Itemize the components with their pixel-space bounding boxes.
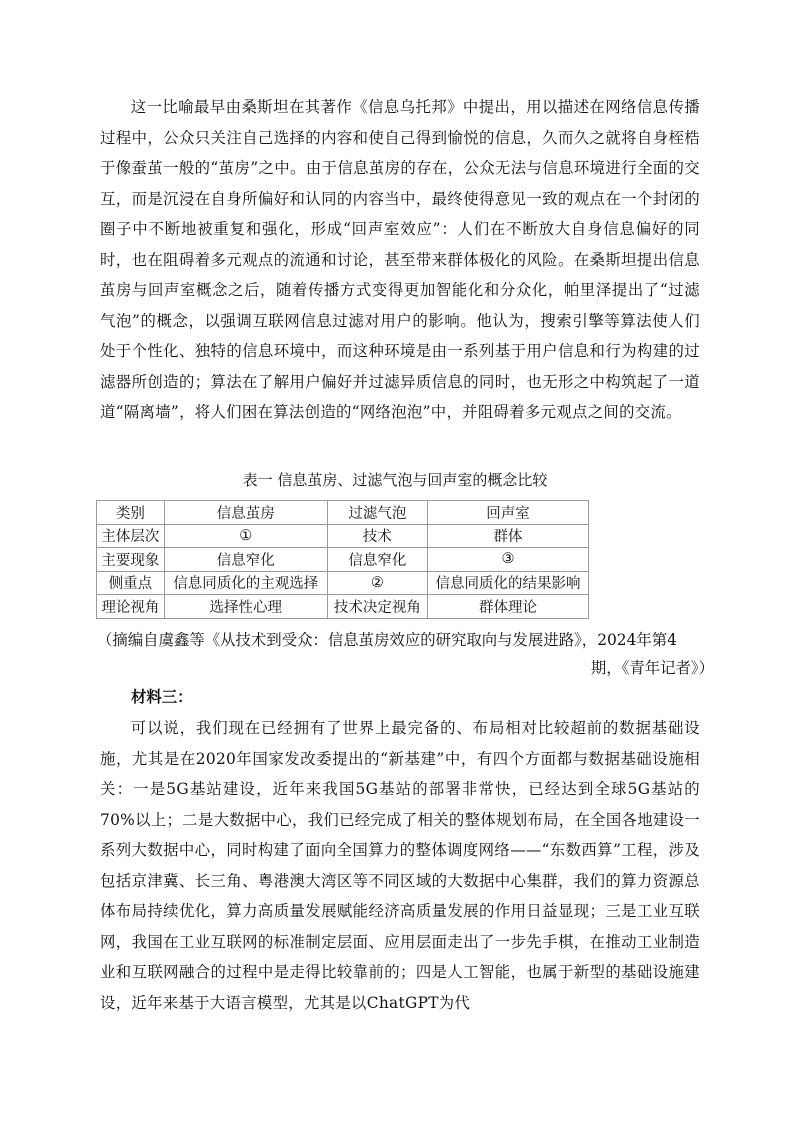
source-citation-end: 期，《青年记者》） <box>590 659 714 677</box>
table-cell: 过滤气泡 <box>327 501 427 525</box>
table-cell: 类别 <box>97 501 165 525</box>
table-cell: 回声室 <box>428 501 589 525</box>
material-heading: 材料三： <box>131 688 193 706</box>
concept-comparison-table <box>96 500 589 619</box>
table-row <box>97 524 589 548</box>
table-row <box>97 548 589 572</box>
table-cell: 信息同质化的结果影响 <box>428 571 589 595</box>
table-cell: 侧重点 <box>97 571 165 595</box>
table-cell: 信息同质化的主观选择 <box>164 571 327 595</box>
table-cell: 主体层次 <box>97 524 165 548</box>
table-cell: ② <box>327 571 427 595</box>
table-cell: 技术决定视角 <box>327 595 427 619</box>
table-caption: 表一 信息茧房、过滤气泡与回声室的概念比较 <box>242 471 548 489</box>
table-cell: ① <box>164 524 327 548</box>
table-cell: 理论视角 <box>97 595 165 619</box>
table-cell: 选择性心理 <box>164 595 327 619</box>
table-cell: 信息茧房 <box>164 501 327 525</box>
table-cell: 群体理论 <box>428 595 589 619</box>
table-cell: ③ <box>428 548 589 572</box>
table-row <box>97 595 589 619</box>
table-cell: 信息窄化 <box>327 548 427 572</box>
table-row <box>97 571 589 595</box>
table-row <box>97 501 589 525</box>
body-paragraph-1: 这一比喻最早由桑斯坦在其著作《信息乌托邦》中提出，用以描述在网络信息传播过程中，公众只关注自己选择的内容和使自己得到愉悦的信息，久而久之就将自身桎梏于像蚕茧一般的“茧房”之中。由于信息茧房的存在，公众无法与信息环境进行全面的交互，而是沉浸在自身所偏好和认同的内容当中，最终使得意见一致的观点在一个封闭的圈子中不断地被重复和强化，形成“回声室效应”：人们在不断放大自身信息偏好的同时，也在阻碍着多元观点的流通和讨论，甚至带来群体极化的风险。在桑斯坦提出信息茧房与回声室概念之后，随着传播方式变得更加智能化和分众化，帕里泽提出了“过滤气泡”的概念，以强调互联网信息过滤对用户的影响。他认为，搜索引擎等算法使人们处于个性化、独特的信息环境中，而这种环境是由一系列基于用户信息和行为构建的过滤器所创造的；算法在了解用户偏好并过滤异质信息的同时，也无形之中构筑起了一道道“隔离墙”，将人们困在算法创造的“网络泡泡”中，并阻碍着多元观点之间的交流。 <box>100 98 700 421</box>
table-cell: 技术 <box>327 524 427 548</box>
table-cell: 信息窄化 <box>164 548 327 572</box>
table-cell: 群体 <box>428 524 589 548</box>
table-cell: 主要现象 <box>97 548 165 572</box>
body-paragraph-2: 可以说，我们现在已经拥有了世界上最完备的、布局相对比较超前的数据基础设施，尤其是在2020年国家发改委提出的“新基建”中，有四个方面都与数据基础设施相关：一是5G基站建设，近年来我国5G基站的部署非常快，已经达到全球5G基站的70%以上；二是大数据中心，我们已经完成了相关的整体规划布局，在全国各地建设一系列大数据中心，同时构建了面向全国算力的整体调度网络——“东数西算”工程，涉及包括京津冀、长三角、粤港澳大湾区等不同区域的大数据中心集群，我们的算力资源总体布局持续优化，算力高质量发展赋能经济高质量发展的作用日益显现；三是工业互联网，我国在工业互联网的标准制定层面、应用层面走出了一步先手棋，在推动工业制造业和互联网融合的过程中是走得比较靠前的；四是人工智能，也属于新型的基础设施建设，近年来基于大语言模型，尤其是以ChatGPT为代 <box>100 719 700 1012</box>
source-citation: （摘编自虞鑫等《从技术到受众：信息茧房效应的研究取向与发展进路》，2024年第4 <box>97 631 677 649</box>
